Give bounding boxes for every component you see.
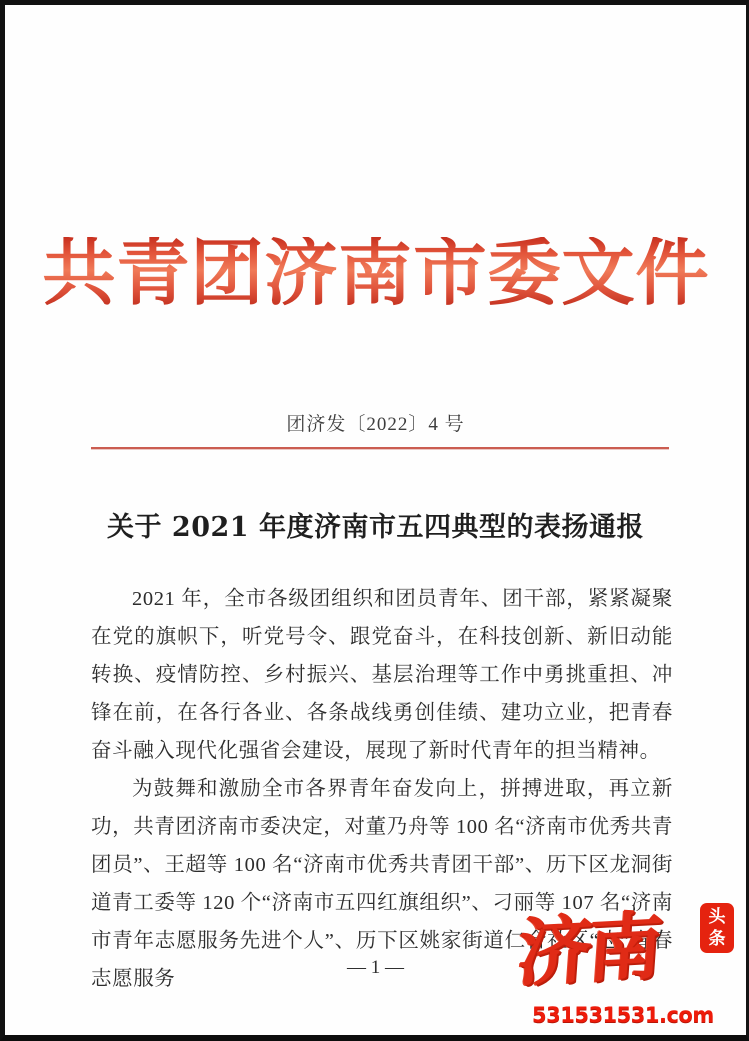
masthead-char-5: 南 (338, 230, 413, 315)
watermark-seal-stamp (700, 903, 734, 953)
watermark-url[interactable]: 531531531.com (532, 1003, 714, 1027)
watermark-seal-char-1: 头 (708, 907, 726, 927)
watermark-seal-char-2: 条 (708, 929, 726, 949)
masthead-char-7: 委 (486, 230, 561, 315)
body-paragraph-2: 为鼓舞和激励全市各界青年奋发向上，拼搏进取，再立新功，共青团济南市委决定，对董乃舟等 100 名“济南市优秀共青团员”、王超等 100 名“济南市优秀共青团干部”、历下区龙洞街道青工委等 120 个“济南市五四红旗组织”、刁丽等 107 名“济南市青年志愿服务先进个人”、历下区姚家街道仁合社区“志”青春志愿服务 (91, 778, 673, 990)
masthead-char-4: 济 (264, 230, 339, 315)
masthead-char-6: 市 (412, 230, 487, 315)
body-paragraph-1: 2021 年，全市各级团组织和团员青年、团干部，紧紧凝聚在党的旗帜下，听党号令、跟党奋斗，在科技创新、新旧动能转换、疫情防控、乡村振兴、基层治理等工作中勇挑重担、冲锋在前，在各行各业、各条战线勇创佳绩、建功立业，把青春奋斗融入现代化强省会建设，展现了新时代青年的担当精神。 (91, 588, 673, 762)
red-separator-rule-shadow (91, 449, 669, 450)
masthead-char-3: 团 (190, 230, 265, 315)
document-number: 团济发〔2022〕4 号 (286, 414, 465, 435)
masthead-char-9: 件 (634, 230, 709, 315)
watermark (510, 889, 740, 1029)
masthead-char-1: 共 (42, 230, 117, 315)
page-title: 关于 2021 年度济南市五四典型的表扬通报 (107, 512, 644, 543)
watermark-brand-logo: 济南 (514, 903, 662, 997)
page-number: — 1 — (347, 957, 404, 978)
page-sheet (5, 5, 746, 1035)
masthead-char-2: 青 (116, 230, 191, 315)
masthead-char-8: 文 (560, 230, 635, 315)
masthead-title (5, 230, 746, 315)
